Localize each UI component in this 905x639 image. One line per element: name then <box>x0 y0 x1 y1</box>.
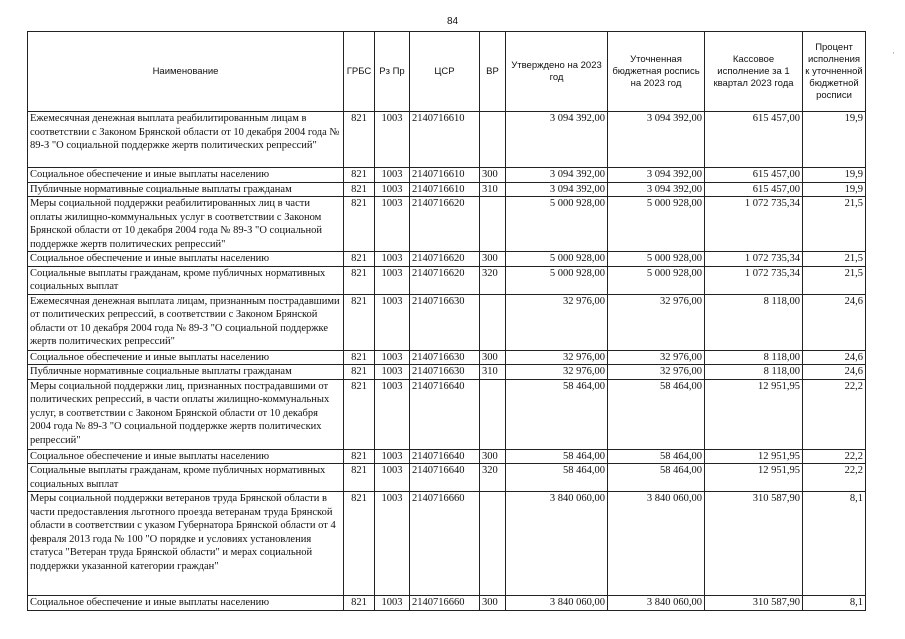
cell-revised: 3 840 060,00 <box>608 596 705 611</box>
cell-vr <box>480 197 506 252</box>
cell-grbs: 821 <box>344 492 375 596</box>
cell-name: Социальные выплаты гражданам, кроме публичных нормативных социальных выплат <box>28 266 344 294</box>
cell-percent: 8,1 <box>803 492 866 596</box>
cell-vr: 320 <box>480 266 506 294</box>
cell-csr: 2140716620 <box>410 252 480 267</box>
cell-cash: 310 587,90 <box>705 596 803 611</box>
cell-revised: 5 000 928,00 <box>608 266 705 294</box>
table-row <box>28 252 866 267</box>
cell-csr: 2140716620 <box>410 266 480 294</box>
cell-cash: 615 457,00 <box>705 168 803 183</box>
header-vr: ВР <box>480 32 506 112</box>
header-approved: Утверждено на 2023 год <box>506 32 608 112</box>
cell-rz-pr: 1003 <box>375 168 410 183</box>
cell-csr: 2140716610 <box>410 168 480 183</box>
table-row <box>28 350 866 365</box>
cell-percent: 19,9 <box>803 112 866 168</box>
cell-approved: 5 000 928,00 <box>506 252 608 267</box>
cell-approved: 3 094 392,00 <box>506 182 608 197</box>
table-row <box>28 182 866 197</box>
cell-approved: 3 094 392,00 <box>506 168 608 183</box>
header-cash: Кассовое исполнение за 1 квартал 2023 года <box>705 32 803 112</box>
cell-approved: 58 464,00 <box>506 464 608 492</box>
cell-cash: 8 118,00 <box>705 365 803 380</box>
cell-name: Социальное обеспечение и иные выплаты населению <box>28 449 344 464</box>
cell-rz-pr: 1003 <box>375 350 410 365</box>
page-number: 84 <box>446 16 459 27</box>
cell-grbs: 821 <box>344 350 375 365</box>
cell-grbs: 821 <box>344 197 375 252</box>
cell-csr: 2140716610 <box>410 112 480 168</box>
cell-revised: 32 976,00 <box>608 350 705 365</box>
header-name: Наименование <box>28 32 344 112</box>
cell-percent: 19,9 <box>803 182 866 197</box>
cell-revised: 3 094 392,00 <box>608 182 705 197</box>
cell-grbs: 821 <box>344 252 375 267</box>
cell-csr: 2140716660 <box>410 492 480 596</box>
cell-approved: 3 094 392,00 <box>506 112 608 168</box>
header-csr: ЦСР <box>410 32 480 112</box>
cell-percent: 21,5 <box>803 197 866 252</box>
cell-grbs: 821 <box>344 266 375 294</box>
cell-revised: 58 464,00 <box>608 464 705 492</box>
cell-cash: 1 072 735,34 <box>705 266 803 294</box>
cell-cash: 615 457,00 <box>705 112 803 168</box>
cell-vr: 310 <box>480 365 506 380</box>
cell-vr: 310 <box>480 182 506 197</box>
cell-name: Публичные нормативные социальные выплаты гражданам <box>28 365 344 380</box>
cell-vr: 300 <box>480 252 506 267</box>
cell-grbs: 821 <box>344 168 375 183</box>
cell-cash: 12 951,95 <box>705 449 803 464</box>
cell-cash: 12 951,95 <box>705 464 803 492</box>
cell-rz-pr: 1003 <box>375 266 410 294</box>
cell-approved: 5 000 928,00 <box>506 197 608 252</box>
cell-approved: 32 976,00 <box>506 350 608 365</box>
cell-approved: 32 976,00 <box>506 294 608 350</box>
cell-cash: 615 457,00 <box>705 182 803 197</box>
cell-rz-pr: 1003 <box>375 464 410 492</box>
cell-csr: 2140716630 <box>410 365 480 380</box>
table-row <box>28 294 866 350</box>
cell-percent: 22,2 <box>803 449 866 464</box>
cell-vr: 300 <box>480 596 506 611</box>
cell-csr: 2140716630 <box>410 294 480 350</box>
cell-name: Ежемесячная денежная выплата лицам, признанным пострадавшими от политических репрессий, в соответствии с Законом Брянской области от 10 декабря 2004 года № 89-З "О социальной поддержке жертв политических репрессий" <box>28 294 344 350</box>
cell-rz-pr: 1003 <box>375 182 410 197</box>
cell-rz-pr: 1003 <box>375 365 410 380</box>
cell-percent: 21,5 <box>803 252 866 267</box>
cell-name: Социальное обеспечение и иные выплаты населению <box>28 350 344 365</box>
table-row <box>28 449 866 464</box>
cell-cash: 8 118,00 <box>705 350 803 365</box>
cell-revised: 58 464,00 <box>608 449 705 464</box>
table-row <box>28 464 866 492</box>
cell-name: Социальное обеспечение и иные выплаты населению <box>28 252 344 267</box>
table-row <box>28 365 866 380</box>
cell-approved: 32 976,00 <box>506 365 608 380</box>
cell-percent: 8,1 <box>803 596 866 611</box>
budget-table <box>27 31 866 611</box>
cell-cash: 1 072 735,34 <box>705 197 803 252</box>
cell-name: Социальные выплаты гражданам, кроме публичных нормативных социальных выплат <box>28 464 344 492</box>
cell-name: Меры социальной поддержки лиц, признанных пострадавшими от политических репрессий, в части оплаты жилищно-коммунальных услуг, в соответствии с Законом Брянской области от 10 декабря 2004 года № 89-З "О социальной поддержке жертв политических репрессий" <box>28 379 344 449</box>
cell-name: Социальное обеспечение и иные выплаты населению <box>28 168 344 183</box>
cell-revised: 3 094 392,00 <box>608 112 705 168</box>
table-row <box>28 112 866 168</box>
cell-vr: 300 <box>480 168 506 183</box>
cell-percent: 22,2 <box>803 379 866 449</box>
cell-revised: 3 094 392,00 <box>608 168 705 183</box>
cell-vr <box>480 492 506 596</box>
cell-revised: 5 000 928,00 <box>608 252 705 267</box>
cell-revised: 32 976,00 <box>608 365 705 380</box>
cell-percent: 24,6 <box>803 294 866 350</box>
table-row <box>28 168 866 183</box>
cell-cash: 1 072 735,34 <box>705 252 803 267</box>
cell-csr: 2140716640 <box>410 449 480 464</box>
cell-rz-pr: 1003 <box>375 379 410 449</box>
cell-rz-pr: 1003 <box>375 252 410 267</box>
cell-grbs: 821 <box>344 294 375 350</box>
header-percent: Процент исполнения к уточненной бюджетной росписи <box>803 32 866 112</box>
cell-grbs: 821 <box>344 464 375 492</box>
cell-vr <box>480 379 506 449</box>
header-grbs: ГРБС <box>344 32 375 112</box>
cell-percent: 24,6 <box>803 365 866 380</box>
cell-name: Публичные нормативные социальные выплаты гражданам <box>28 182 344 197</box>
table-row <box>28 266 866 294</box>
cell-csr: 2140716640 <box>410 379 480 449</box>
cell-csr: 2140716660 <box>410 596 480 611</box>
cell-percent: 24,6 <box>803 350 866 365</box>
header-revised: Уточненная бюджетная роспись на 2023 год <box>608 32 705 112</box>
cell-rz-pr: 1003 <box>375 492 410 596</box>
cell-cash: 12 951,95 <box>705 379 803 449</box>
cell-name: Ежемесячная денежная выплата реабилитированным лицам в соответствии с Законом Брянской области от 10 декабря 2004 года № 89-З "О социальной поддержке жертв политических репрессий" <box>28 112 344 168</box>
cell-vr: 300 <box>480 350 506 365</box>
cell-csr: 2140716610 <box>410 182 480 197</box>
cell-revised: 5 000 928,00 <box>608 197 705 252</box>
cell-percent: 19,9 <box>803 168 866 183</box>
cell-cash: 8 118,00 <box>705 294 803 350</box>
table-row <box>28 197 866 252</box>
cell-csr: 2140716630 <box>410 350 480 365</box>
header-row <box>28 32 866 112</box>
cell-csr: 2140716620 <box>410 197 480 252</box>
table-row <box>28 492 866 596</box>
cell-grbs: 821 <box>344 365 375 380</box>
cell-revised: 58 464,00 <box>608 379 705 449</box>
cell-vr: 300 <box>480 449 506 464</box>
cell-rz-pr: 1003 <box>375 197 410 252</box>
cell-approved: 58 464,00 <box>506 379 608 449</box>
cell-cash: 310 587,90 <box>705 492 803 596</box>
cell-rz-pr: 1003 <box>375 294 410 350</box>
cell-name: Меры социальной поддержки реабилитированных лиц в части оплаты жилищно-коммунальных услуг в соответствии с Законом Брянской области от 10 декабря 2004 года № 89-З "О социальной поддержке жертв политических репрессий" <box>28 197 344 252</box>
cell-vr: 320 <box>480 464 506 492</box>
cell-approved: 3 840 060,00 <box>506 492 608 596</box>
cell-revised: 3 840 060,00 <box>608 492 705 596</box>
table-row <box>28 596 866 611</box>
margin-mark: · <box>892 48 895 58</box>
cell-rz-pr: 1003 <box>375 449 410 464</box>
cell-approved: 58 464,00 <box>506 449 608 464</box>
cell-grbs: 821 <box>344 596 375 611</box>
cell-grbs: 821 <box>344 112 375 168</box>
cell-approved: 5 000 928,00 <box>506 266 608 294</box>
cell-name: Социальное обеспечение и иные выплаты населению <box>28 596 344 611</box>
cell-approved: 3 840 060,00 <box>506 596 608 611</box>
cell-percent: 22,2 <box>803 464 866 492</box>
cell-name: Меры социальной поддержки ветеранов труда Брянской области в части предоставления льготного проезда ветеранам труда Брянской области в соответствии с указом Губернатора Брянской области от 4 февраля 2013 года № 100 "О порядке и условиях установления статуса "Ветеран труда Брянской области" и мерах социальной поддержки указанной категории граждан" <box>28 492 344 596</box>
cell-rz-pr: 1003 <box>375 596 410 611</box>
header-rz-pr: Рз Пр <box>375 32 410 112</box>
cell-csr: 2140716640 <box>410 464 480 492</box>
cell-grbs: 821 <box>344 182 375 197</box>
cell-rz-pr: 1003 <box>375 112 410 168</box>
cell-vr <box>480 294 506 350</box>
table-row <box>28 379 866 449</box>
cell-grbs: 821 <box>344 379 375 449</box>
cell-percent: 21,5 <box>803 266 866 294</box>
cell-grbs: 821 <box>344 449 375 464</box>
cell-revised: 32 976,00 <box>608 294 705 350</box>
cell-vr <box>480 112 506 168</box>
